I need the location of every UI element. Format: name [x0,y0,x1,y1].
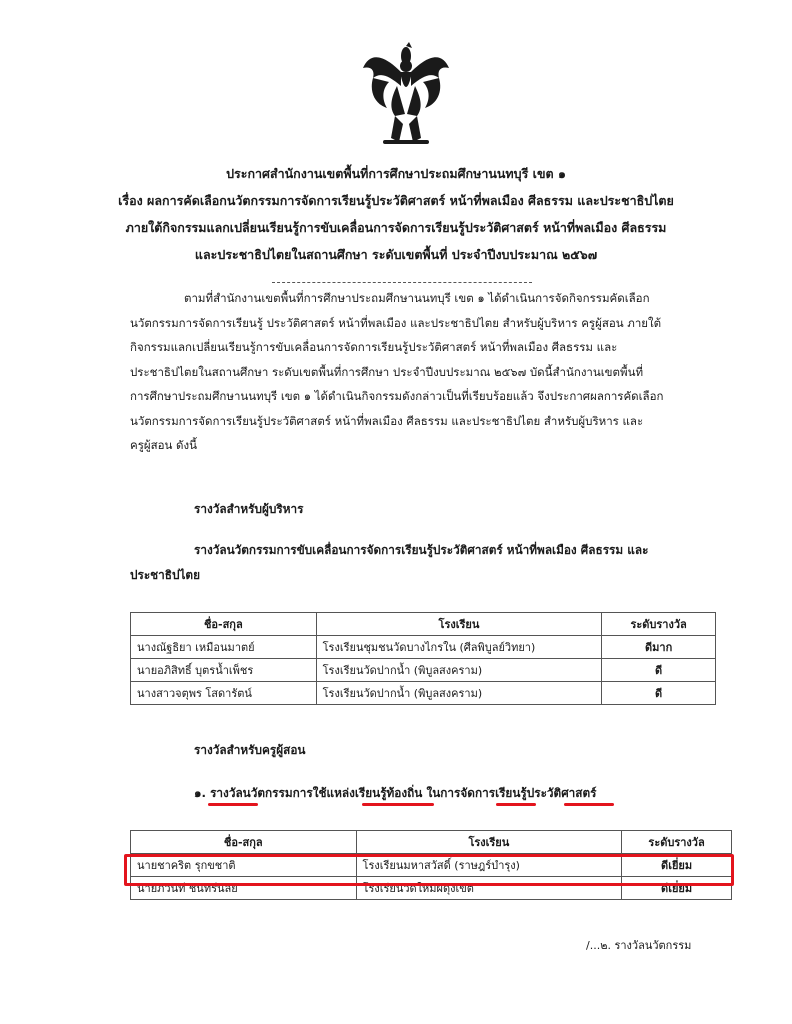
body-line: ครูผู้สอน ดังนี้ [130,438,197,452]
teacher-award-item [194,784,597,803]
body-line: นวัตกรรมการจัดการเรียนรู้ประวัติศาสตร์ หน้าที่พลเมือง ศีลธรรม และประชาธิปไตย สำหรับผู้บริหาร และ [130,413,644,428]
admin-award-table [130,612,716,705]
header-line-3: ภายใต้กิจกรรมแลกเปลี่ยนเรียนรู้การขับเคลื่อนการจัดการเรียนรู้ประวัติศาสตร์ หน้าที่พลเมือง ศีลธรรม [125,220,667,235]
body-line: กิจกรรมแลกเปลี่ยนเรียนรู้การขับเคลื่อนการจัดการเรียนรู้ประวัติศาสตร์ หน้าที่พลเมือง ศีลธรรม และ [130,340,618,354]
school-cell: โรงเรียนมหาสวัสดิ์ (ราษฎร์บำรุง) [356,854,622,877]
table-row [131,659,716,682]
col-school-header: โรงเรียน [356,831,622,854]
col-name-header: ชื่อ-สกุล [131,613,317,636]
name-cell: นางณัฐธิยา เหมือนมาตย์ [131,636,317,659]
underline-mark [208,803,258,806]
body-line: ประชาธิปไตยในสถานศึกษา ระดับเขตพื้นที่การศึกษา ประจำปีงบประมาณ ๒๕๖๗ บัดนี้สำนักงานเขตพื้นที่ [130,364,644,379]
level-cell: ดีเยี่ยม [622,877,732,900]
col-level-header: ระดับรางวัล [622,831,732,854]
body-paragraph [130,286,710,458]
body-line: การศึกษาประถมศึกษานนทบุรี เขต ๑ ได้ดำเนินกิจกรรมดังกล่าวเป็นที่เรียบร้อยแล้ว จึงประกาศผลการคัดเลือก [130,389,664,403]
header-line-1: ประกาศสำนักงานเขตพื้นที่การศึกษาประถมศึกษานนทบุรี เขต ๑ [226,166,566,181]
table-header-row [131,613,716,636]
level-cell: ดีเยี่ยม [622,854,732,877]
name-cell: นายอภิสิทธิ์ บุตรน้ำเพ็ชร [131,659,317,682]
header-separator [272,282,532,283]
name-cell: นายชาคริต รุกขชาติ [131,854,357,877]
table-header-row [131,831,732,854]
col-level-header: ระดับรางวัล [602,613,716,636]
highlight-box [124,854,734,886]
table-row [131,636,716,659]
name-cell: นางสาวจตุพร โสดารัตน์ [131,682,317,705]
underline-mark [496,803,536,806]
school-cell: โรงเรียนวัดปากน้ำ (พิบูลสงคราม) [316,659,602,682]
body-line: นวัตกรรมการจัดการเรียนรู้ ประวัติศาสตร์ หน้าที่พลเมือง และประชาธิปไตย สำหรับผู้บริหาร ครูผู้สอน ภายใต้ [130,315,662,330]
header-line-2: เรื่อง ผลการคัดเลือกนวัตกรรมการจัดการเรียนรู้ประวัติศาสตร์ หน้าที่พลเมือง ศีลธรรม และประชาธิปไตย [118,193,674,208]
col-school-header: โรงเรียน [316,613,602,636]
continuation-note: /...๒. รางวัลนวัตกรรม [586,939,692,952]
admin-award-title-cont: ประชาธิปไตย [130,568,200,582]
garuda-emblem-icon [361,42,451,148]
announcement-header [96,160,696,268]
school-cell: โรงเรียนชุมชนวัดบางไกรใน (ศีลพิบูลย์วิทยา) [316,636,602,659]
level-cell: ดีมาก [602,636,716,659]
teacher-award-title: รางวัลนวัตกรรมการใช้แหล่งเรียนรู้ท้องถิ่น ในการจัดการเรียนรู้ประวัติศาสตร์ [210,786,597,800]
admin-award-title: รางวัลนวัตกรรมการขับเคลื่อนการจัดการเรียนรู้ประวัติศาสตร์ หน้าที่พลเมือง ศีลธรรม และ [194,543,649,557]
underline-mark [564,803,614,806]
name-cell: นายภวินท์ ชินทร์นลัย [131,877,357,900]
col-name-header: ชื่อ-สกุล [131,831,357,854]
school-cell: โรงเรียนวัดใหม่ผดุงเขต [356,877,622,900]
body-line: ตามที่สำนักงานเขตพื้นที่การศึกษาประถมศึกษานนทบุรี เขต ๑ ได้ดำเนินการจัดกิจกรรมคัดเลือก [184,291,650,305]
school-cell: โรงเรียนวัดปากน้ำ (พิบูลสงคราม) [316,682,602,705]
table-row [131,682,716,705]
underline-mark [362,803,434,806]
level-cell: ดี [602,682,716,705]
admin-award-heading: รางวัลสำหรับผู้บริหาร [194,502,304,516]
teacher-award-number: ๑. [194,786,206,800]
teacher-award-heading: รางวัลสำหรับครูผู้สอน [194,743,306,757]
header-line-4: และประชาธิปไตยในสถานศึกษา ระดับเขตพื้นที่ ประจำปีงบประมาณ ๒๕๖๗ [194,247,598,262]
level-cell: ดี [602,659,716,682]
